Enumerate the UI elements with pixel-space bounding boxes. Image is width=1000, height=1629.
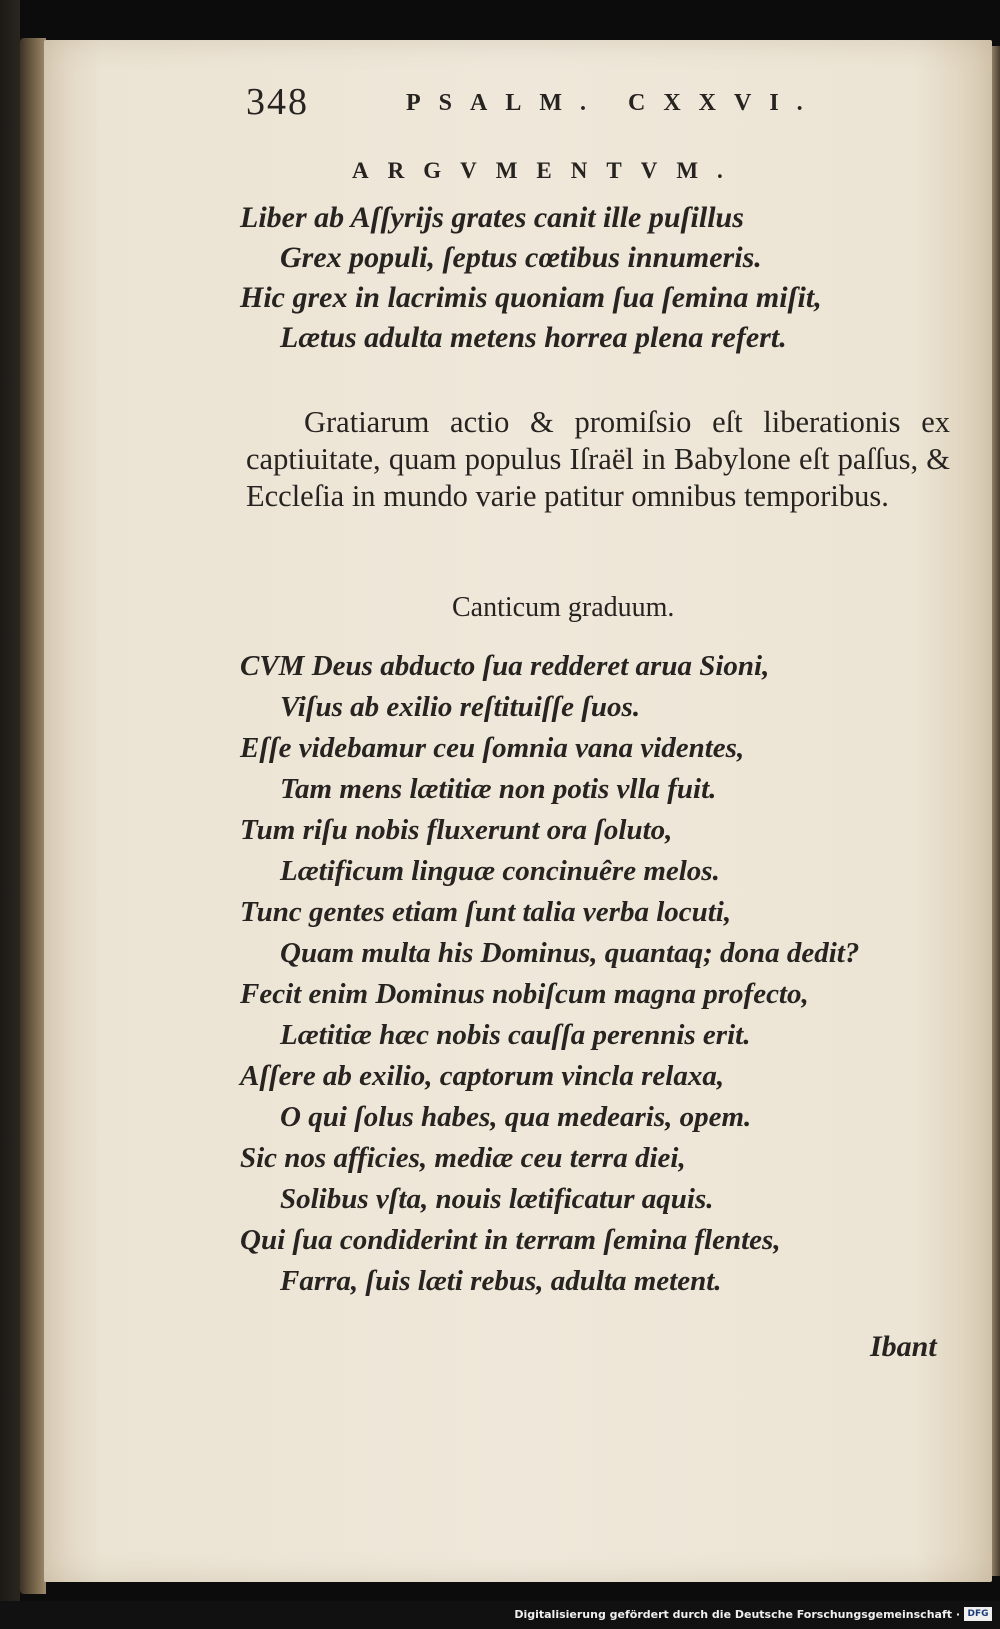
digitization-credit: Digitalisierung gefördert durch die Deutsche Forschungsgemeinschaft ·: [514, 1608, 960, 1621]
psalm-line: Fecit enim Dominus nobiſcum magna profecto,: [240, 978, 809, 1010]
psalm-line: Solibus vſta, nouis lætificatur aquis.: [280, 1183, 714, 1215]
psalm-line: CVM Deus abducto ſua redderet arua Sioni,: [240, 650, 770, 682]
argument-line: Grex populi, ſeptus cœtibus innumeris.: [280, 241, 762, 274]
psalm-line: Sic nos afficies, mediæ ceu terra diei,: [240, 1142, 686, 1174]
psalm-line: Lætitiæ hæc nobis cauſſa perennis erit.: [280, 1019, 751, 1051]
dfg-logo: DFG: [964, 1607, 992, 1621]
psalm-line: Tum riſu nobis fluxerunt ora ſoluto,: [240, 814, 673, 846]
psalm-line: Viſus ab exilio reſtituiſſe ſuos.: [280, 691, 641, 723]
psalm-line: Eſſe videbamur ceu ſomnia vana videntes,: [240, 732, 745, 764]
scan-background-left: [0, 0, 20, 1629]
psalm-line: Qui ſua condiderint in terram ſemina flentes,: [240, 1224, 781, 1256]
argument-line: Lætus adulta metens horrea plena refert.: [280, 321, 787, 354]
argument-line: Liber ab Aſſyrijs grates canit ille puſillus: [240, 201, 744, 234]
argument-heading: ARGVMENTVM.: [352, 158, 742, 183]
psalm-title: PSALM. CXXVI.: [406, 90, 821, 116]
book-spine-edge: [20, 38, 46, 1594]
running-head: [246, 80, 876, 130]
catchword: Ibant: [870, 1330, 937, 1363]
psalm-line: Tam mens lætitiæ non potis vlla fuit.: [280, 773, 717, 805]
psalm-line: Quam multa his Dominus, quantaq; dona dedit?: [280, 937, 860, 969]
psalm-verses: [240, 646, 960, 1302]
psalm-line: Farra, ſuis læti rebus, adulta metent.: [280, 1265, 722, 1297]
canticum-heading: Canticum graduum.: [452, 592, 675, 623]
argument-line: Hic grex in lacrimis quoniam ſua ſemina miſit,: [240, 281, 822, 314]
psalm-line: Aſſere ab exilio, captorum vincla relaxa,: [240, 1060, 725, 1092]
psalm-line: Tunc gentes etiam ſunt talia verba locuti,: [240, 896, 732, 928]
summary-paragraph: [246, 404, 950, 515]
summary-text: Gratiarum actio & promiſsio eſt liberationis ex captiuitate, quam populus Iſraël in Babylone eſt paſſus, & Eccleſia in mundo varie patitur omnibus temporibus.: [246, 405, 950, 513]
psalm-line: Lætificum linguæ concinuêre melos.: [280, 855, 720, 887]
page-number: 348: [246, 81, 309, 123]
argument-verses: [240, 198, 960, 358]
psalm-line: O qui ſolus habes, qua medearis, opem.: [280, 1101, 752, 1133]
